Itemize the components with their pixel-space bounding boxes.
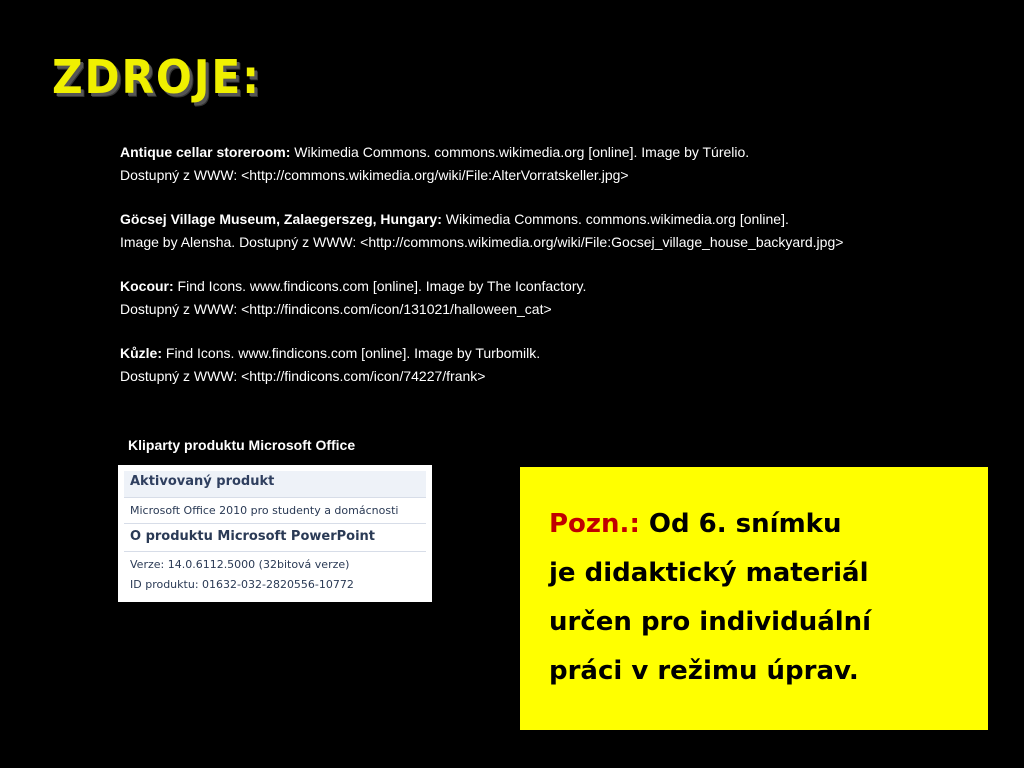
office-product-screenshot bbox=[118, 465, 432, 602]
reference-title: Göcsej Village Museum, Zalaegerszeg, Hungary: bbox=[120, 211, 442, 227]
reference-item bbox=[120, 208, 1000, 254]
reference-text: Wikimedia Commons. commons.wikimedia.org [online]. bbox=[441, 211, 789, 227]
reference-line-1 bbox=[120, 342, 1000, 365]
note-line-3: určen pro individuální bbox=[549, 607, 872, 637]
reference-line-1 bbox=[120, 275, 1000, 298]
clipart-label: Kliparty produktu Microsoft Office bbox=[128, 437, 356, 453]
reference-item bbox=[120, 275, 1000, 321]
references-list bbox=[120, 141, 1000, 409]
reference-title: Antique cellar storeroom: bbox=[120, 144, 291, 160]
office-header: Aktivovaný produkt bbox=[124, 471, 426, 498]
note-text bbox=[549, 500, 871, 696]
reference-item bbox=[120, 141, 1000, 187]
reference-source: Dostupný z WWW: <http://findicons.com/icon/74227/frank> bbox=[120, 368, 486, 384]
divider bbox=[124, 551, 426, 552]
reference-text: Wikimedia Commons. commons.wikimedia.org [online]. Image by Túrelio. bbox=[290, 144, 750, 160]
note-prefix: Pozn.: bbox=[549, 509, 640, 539]
reference-text: Find Icons. www.findicons.com [online]. Image by The Iconfactory. bbox=[173, 278, 587, 294]
reference-source: Dostupný z WWW: <http://commons.wikimedia.org/wiki/File:AlterVorratskeller.jpg> bbox=[120, 167, 629, 183]
office-about: O produktu Microsoft PowerPoint bbox=[130, 529, 376, 544]
reference-line-1 bbox=[120, 141, 1000, 164]
reference-item bbox=[120, 342, 1000, 388]
note-box bbox=[520, 467, 988, 730]
page-title: ZDROJE: bbox=[52, 50, 261, 104]
reference-text: Find Icons. www.findicons.com [online]. Image by Turbomilk. bbox=[162, 345, 541, 361]
note-line-4: práci v režimu úprav. bbox=[549, 656, 859, 686]
reference-source: Image by Alensha. Dostupný z WWW: <http://commons.wikimedia.org/wiki/File:Gocsej_village_house_backyard.jpg> bbox=[120, 234, 844, 250]
office-product-id: ID produktu: 01632-032-2820556-10772 bbox=[130, 578, 354, 591]
reference-title: Kocour: bbox=[120, 278, 174, 294]
note-line-2: je didaktický materiál bbox=[549, 558, 869, 588]
reference-line-1 bbox=[120, 208, 1000, 231]
note-line-1: Od 6. snímku bbox=[639, 509, 842, 539]
reference-source: Dostupný z WWW: <http://findicons.com/icon/131021/halloween_cat> bbox=[120, 301, 552, 317]
office-version: Verze: 14.0.6112.5000 (32bitová verze) bbox=[130, 558, 350, 571]
divider bbox=[124, 523, 426, 524]
office-product-name: Microsoft Office 2010 pro studenty a domácnosti bbox=[130, 504, 399, 517]
reference-title: Kůzle: bbox=[120, 345, 162, 361]
